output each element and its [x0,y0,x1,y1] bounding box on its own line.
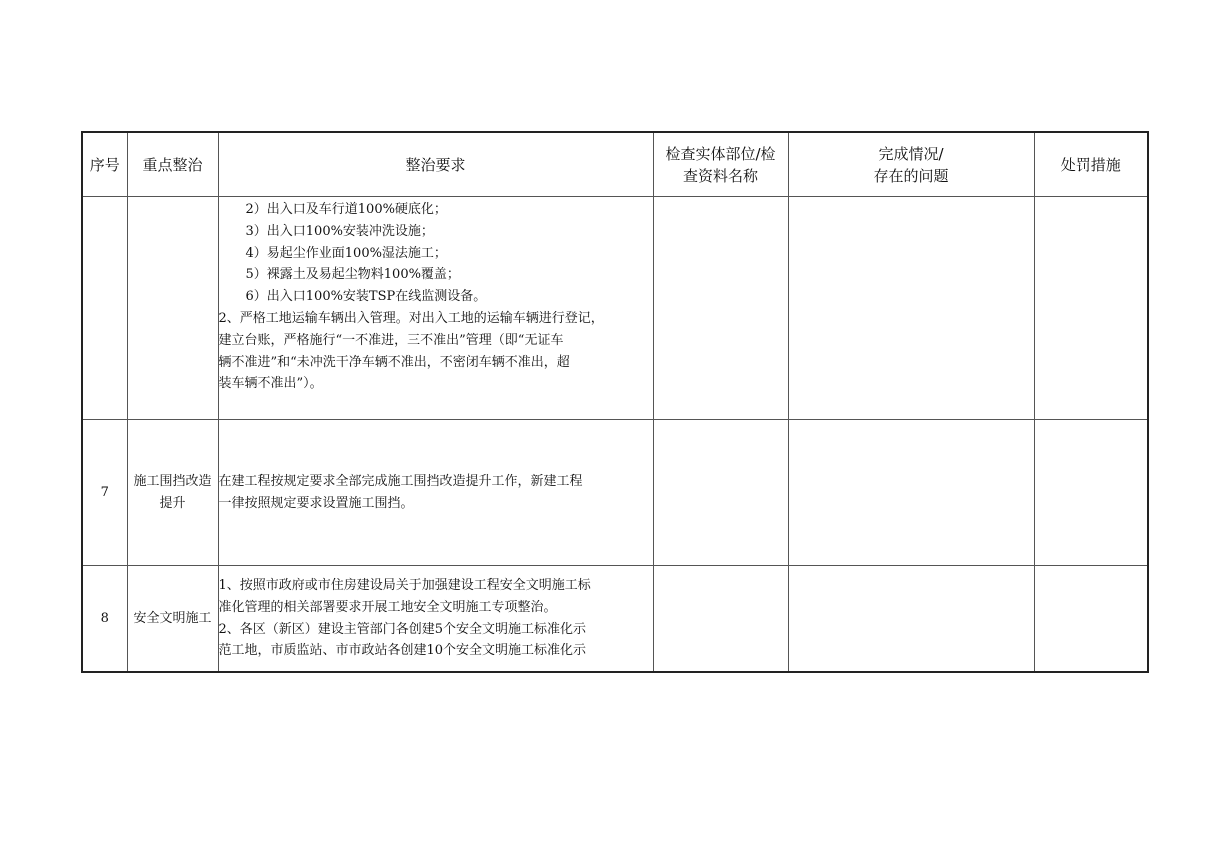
row-num: 8 [82,566,127,673]
table-row [82,420,1148,566]
requirement-line: 1、按照市政府或市住房建设局关于加强建设工程安全文明施工标 [218,577,591,593]
row-inspection-cell [653,197,788,420]
row-status-cell [788,197,1034,420]
row-num [82,197,127,420]
row-category: 施工围挡改造提升 [127,420,218,566]
requirement-line: 一律按照规定要求设置施工围挡。 [218,495,414,511]
row-requirements [218,197,653,420]
table-row [82,566,1148,673]
header-row [82,132,1148,197]
table-row [82,197,1148,420]
row-status-cell [788,566,1034,673]
header-penalty: 处罚措施 [1034,132,1148,197]
requirement-line: 3）出入口100%安装冲洗设施； [245,223,434,239]
header-num: 序号 [82,132,127,197]
requirement-line: 建立台账，严格施行“一不准进，三不准出”管理（即“无证车 [218,332,564,348]
row-inspection-cell [653,420,788,566]
row-num: 7 [82,420,127,566]
row-category: 安全文明施工 [127,566,218,673]
row-requirements [218,566,653,673]
header-inspection [653,132,788,197]
header-status-line1: 完成情况/ [878,144,944,163]
header-category: 重点整治 [127,132,218,197]
requirement-line: 辆不准进”和“未冲洗干净车辆不准出，不密闭车辆不准出，超 [218,354,570,370]
requirement-line: 2、严格工地运输车辆出入管理。对出入工地的运输车辆进行登记， [218,310,604,326]
row-requirements [218,420,653,566]
header-requirements: 整治要求 [218,132,653,197]
requirement-line: 6）出入口100%安装TSP在线监测设备。 [245,289,487,305]
requirement-line: 准化管理的相关部署要求开展工地安全文明施工专项整治。 [218,599,557,615]
requirement-line: 装车辆不准出”）。 [218,376,323,392]
row-penalty-cell [1034,566,1148,673]
row-status-cell [788,420,1034,566]
header-inspection-line1: 检查实体部位/检 [665,144,776,163]
row-penalty-cell [1034,197,1148,420]
header-inspection-line2: 查资料名称 [682,166,758,185]
rectification-table [81,131,1149,673]
header-status [788,132,1034,197]
requirement-line: 2、各区（新区）建设主管部门各创建5个安全文明施工标准化示 [218,621,587,637]
row-category [127,197,218,420]
requirement-line: 5）裸露土及易起尘物料100%覆盖； [245,267,460,283]
requirement-line: 2）出入口及车行道100%硬底化； [245,202,447,217]
header-status-line2: 存在的问题 [873,166,949,185]
row-penalty-cell [1034,420,1148,566]
requirement-line: 在建工程按规定要求全部完成施工围挡改造提升工作，新建工程 [218,473,583,489]
row-inspection-cell [653,566,788,673]
requirement-line: 4）易起尘作业面100%湿法施工； [245,245,447,261]
requirement-line: 范工地，市质监站、市市政站各创建10个安全文明施工标准化示 [218,643,587,659]
